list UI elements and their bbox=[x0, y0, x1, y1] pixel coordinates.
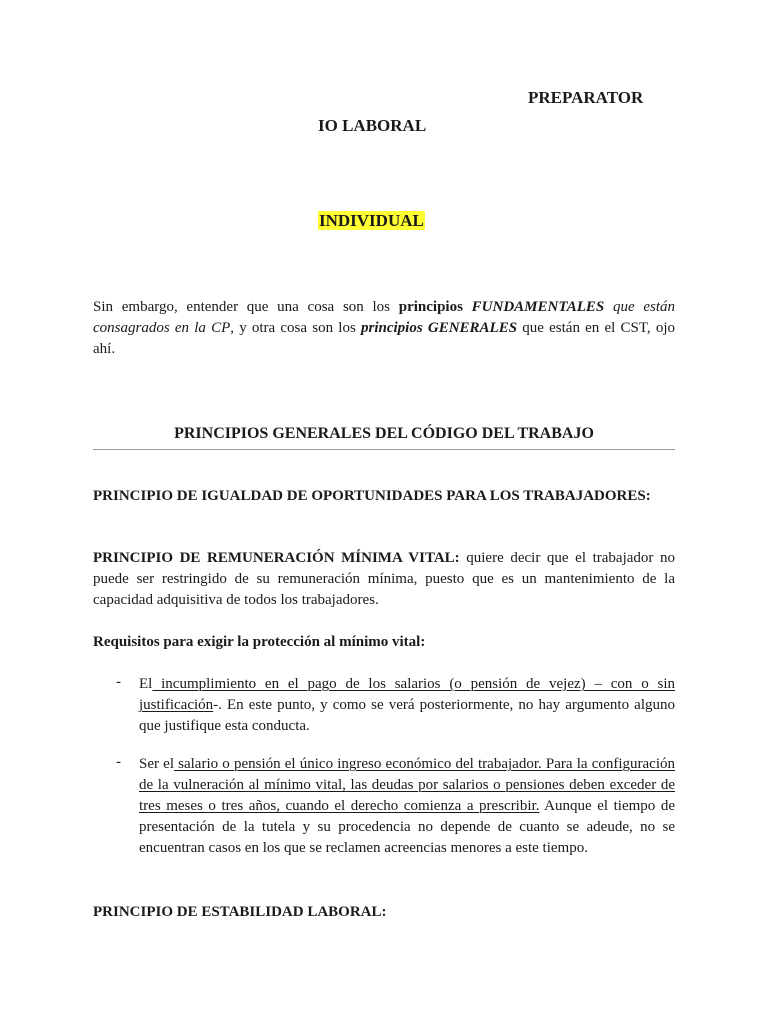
intro-fundamentales: FUNDAMENTALES bbox=[471, 299, 605, 315]
bullet-2-lead: Ser el bbox=[139, 756, 174, 772]
remuneracion-heading: PRINCIPIO DE REMUNERACIÓN MÍNIMA VITAL: bbox=[93, 550, 460, 566]
intro-space-1 bbox=[463, 299, 472, 315]
highlighted-subtitle: INDIVIDUAL bbox=[319, 211, 424, 230]
bullet-2-underlined: salario o pensión el único ingreso económico del trabajador. Para la configuración de la vulneración al mínimo vital, las deudas por salarios o pensiones deben exceder de tres meses o tres años, cuando el derecho comienza a prescribir. bbox=[139, 756, 675, 814]
principio-igualdad-heading: PRINCIPIO DE IGUALDAD DE OPORTUNIDADES PARA LOS TRABAJADORES: bbox=[93, 488, 651, 504]
section-divider bbox=[93, 449, 675, 450]
requisitos-heading: Requisitos para exigir la protección al mínimo vital: bbox=[93, 634, 426, 650]
intro-space-2 bbox=[604, 299, 613, 315]
intro-text-1: Sin embargo, entender que una cosa son los bbox=[93, 299, 399, 315]
title-line-1: PREPARATOR bbox=[528, 88, 644, 107]
intro-paragraph bbox=[93, 297, 675, 360]
intro-text-3: que están en el CST, ojo ahí. bbox=[93, 320, 676, 357]
intro-generales: GENERALES bbox=[427, 320, 518, 336]
list-item bbox=[139, 674, 675, 737]
bullet-1-lead: El bbox=[139, 676, 153, 692]
bullet-2-rest: Aunque el tiempo de presentación de la tutela y su procedencia no depende de cuanto se adeude, no se encuentran casos en los que se reclamen acreencias menores a este tiempo. bbox=[139, 798, 675, 856]
title-line-2: IO LABORAL bbox=[318, 116, 427, 135]
remuneracion-text: quiere decir que el trabajador no puede ser restringido de su remuneración mínima, puesto que es un mantenimiento de la capacidad adquisitiva de todos los trabajadores. bbox=[93, 550, 675, 608]
intro-principios-2: principios bbox=[360, 320, 423, 336]
subtitle-individual bbox=[318, 211, 425, 231]
principio-estabilidad-heading: PRINCIPIO DE ESTABILIDAD LABORAL: bbox=[93, 904, 387, 920]
intro-text-2: , y otra cosa son los bbox=[230, 320, 361, 336]
principio-remuneracion-paragraph bbox=[93, 548, 675, 611]
bullet-marker-2: - bbox=[116, 754, 121, 770]
bullet-1-rest: -. En este punto, y como se verá posteriormente, no hay argumento alguno que justifique esta conducta. bbox=[139, 697, 675, 734]
bullet-1-underlined: incumplimiento en el pago de los salarios (o pensión de vejez) – con o sin justificación bbox=[139, 676, 675, 713]
intro-italic-cp: que están consagrados en la CP bbox=[93, 299, 676, 336]
list-item bbox=[139, 754, 675, 859]
section-title: PRINCIPIOS GENERALES DEL CÓDIGO DEL TRABAJO bbox=[174, 425, 594, 442]
bullet-marker-1: - bbox=[116, 674, 121, 690]
intro-bold-principios: principios bbox=[398, 299, 463, 315]
